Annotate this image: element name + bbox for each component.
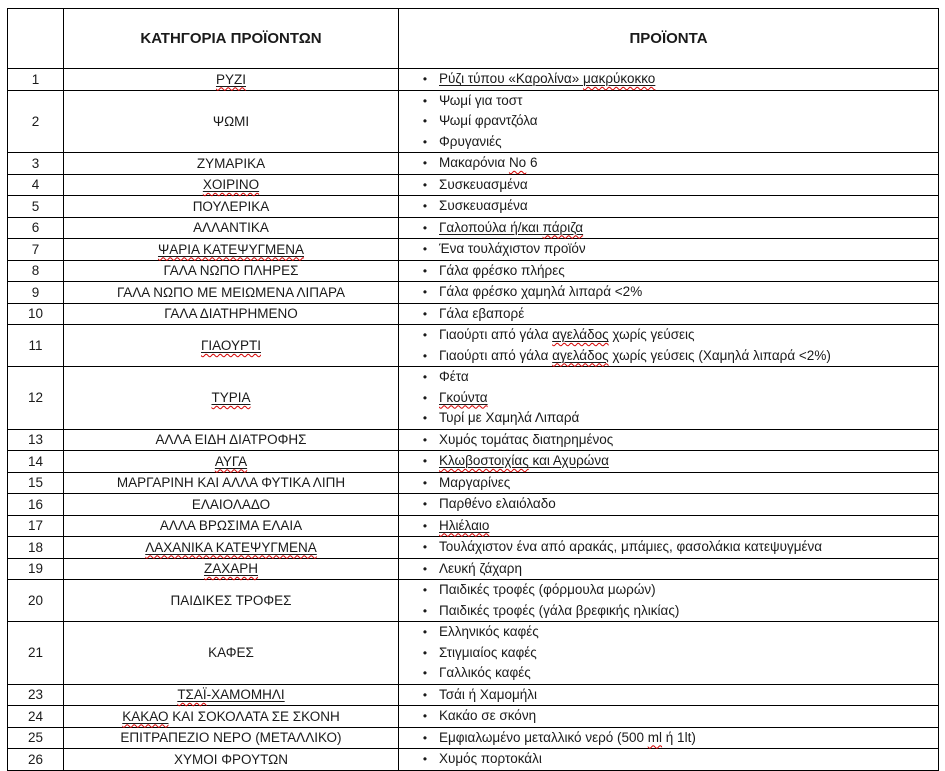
row-number-cell: 25	[8, 727, 64, 749]
product-list-item	[399, 622, 938, 643]
misspelled-word: αγελάδος	[552, 347, 609, 363]
text-segment: Κακάο σε σκόνη	[439, 708, 537, 723]
table-row	[8, 282, 939, 304]
bullet-icon: •	[422, 752, 428, 766]
table-row	[8, 196, 939, 218]
table-row	[8, 472, 939, 494]
text-segment: Γιαούρτι από γάλα	[439, 347, 553, 363]
products-cell	[399, 706, 939, 728]
misspelled-word: ΑΥΓΑ	[214, 453, 248, 469]
misspelled-word: ΨΑΡΙΑ ΚΑΤΕΨΥΓΜΕΝΑ	[157, 241, 305, 257]
product-text	[439, 69, 938, 89]
table-row	[8, 622, 939, 685]
text-segment: Στιγμιαίος καφές	[439, 644, 537, 660]
table-row	[8, 706, 939, 728]
bullet-icon: •	[422, 666, 428, 680]
bullet-icon: •	[422, 263, 428, 278]
category-cell	[64, 622, 399, 685]
bullet-icon: •	[422, 603, 428, 618]
bullet-icon: •	[422, 561, 428, 576]
product-list-item	[399, 537, 938, 558]
category-cell	[64, 325, 399, 367]
misspelled-word: ΤΣΑΪ	[177, 687, 207, 702]
table-row	[8, 429, 939, 451]
table-row	[8, 749, 939, 771]
text-segment	[583, 71, 655, 86]
row-number-cell: 19	[8, 558, 64, 580]
category-cell	[64, 515, 399, 537]
text-segment	[439, 390, 488, 405]
row-number-cell: 16	[8, 494, 64, 516]
category-cell	[64, 472, 399, 494]
row-number-cell: 9	[8, 282, 64, 304]
table-row	[8, 580, 939, 622]
row-number-cell: 26	[8, 749, 64, 771]
products-cell	[399, 69, 939, 91]
header-empty-cell	[8, 9, 64, 69]
products-cell	[399, 727, 939, 749]
product-list-item	[399, 559, 938, 580]
text-segment: Γαλοπούλα ή/και	[439, 219, 543, 235]
text-segment: Παιδικές τροφές (γάλα βρεφικής ηλικίας)	[439, 602, 680, 618]
category-cell	[64, 558, 399, 580]
text-segment: ΓΑΛΑ ΔΙΑΤΗΡΗΜΕΝΟ	[164, 306, 298, 321]
text-segment: ΓΑΛΑ ΝΩΠΟ ΜΕ ΜΕΙΩΜΕΝΑ ΛΙΠΑΡΑ	[117, 284, 345, 300]
misspelled-word: ΖΑΧΑΡΗ	[203, 561, 258, 576]
product-list-item	[399, 430, 938, 451]
product-text	[439, 728, 938, 748]
table-row	[8, 90, 939, 153]
bullet-icon: •	[422, 518, 428, 533]
product-list-item	[399, 580, 938, 601]
bullet-icon: •	[422, 411, 428, 425]
bullet-icon: •	[422, 328, 428, 342]
text-segment: ΑΛΛΑ ΒΡΩΣΙΜΑ ΕΛΑΙΑ	[159, 518, 303, 533]
text-segment: Χυμός πορτοκάλι	[439, 751, 542, 766]
product-text	[439, 580, 938, 600]
bullet-icon: •	[422, 242, 428, 256]
product-text	[439, 91, 938, 111]
bullet-icon: •	[422, 285, 428, 299]
table-body	[8, 69, 939, 771]
bullet-icon: •	[422, 730, 428, 745]
bullet-icon: •	[422, 156, 428, 170]
product-list-item	[399, 388, 938, 409]
category-cell	[64, 684, 399, 706]
text-segment: Γάλα φρέσκο πλήρες	[439, 262, 565, 278]
category-cell	[64, 260, 399, 282]
product-text	[439, 473, 938, 493]
product-list-item	[399, 516, 938, 537]
misspelled-word: Κλωβοστοιχίας	[439, 453, 529, 468]
text-segment: Ελληνικός καφές	[439, 624, 539, 639]
text-segment: Φέτα	[439, 369, 469, 384]
category-cell	[64, 90, 399, 153]
text-segment: Μαργαρίνες	[439, 474, 511, 490]
header-category-cell: ΚΑΤΗΓΟΡΙΑ ΠΡΟΪΟΝΤΩΝ	[64, 9, 399, 69]
bullet-icon: •	[422, 72, 428, 86]
products-cell	[399, 451, 939, 473]
category-cell	[64, 69, 399, 91]
table-row	[8, 217, 939, 239]
product-text	[439, 282, 938, 302]
bullet-icon: •	[422, 475, 428, 490]
text-segment	[543, 220, 583, 235]
bullet-icon: •	[422, 348, 428, 363]
category-cell	[64, 749, 399, 771]
product-list-item	[399, 304, 938, 325]
text-segment	[204, 561, 258, 576]
text-segment: ΚΑΦΕΣ	[208, 645, 254, 660]
product-text	[439, 408, 938, 428]
text-segment	[122, 709, 168, 724]
row-number-cell: 12	[8, 367, 64, 430]
row-number-cell: 10	[8, 303, 64, 325]
text-segment: ΑΛΛΑ ΕΙΔΗ ΔΙΑΤΡΟΦΗΣ	[155, 432, 307, 447]
text-segment	[552, 327, 608, 342]
category-cell	[64, 174, 399, 196]
text-segment: Μακαρόνια	[439, 155, 509, 170]
bullet-icon: •	[422, 306, 428, 321]
products-cell	[399, 537, 939, 559]
product-text	[439, 559, 938, 579]
category-cell	[64, 196, 399, 218]
header-products-cell: ΠΡΟΪΟΝΤΑ	[399, 9, 939, 69]
product-text	[439, 388, 938, 408]
bullet-icon: •	[422, 93, 428, 108]
text-segment: Γάλα φρέσκο χαμηλά λιπαρά <2%	[439, 284, 643, 299]
row-number-cell: 3	[8, 153, 64, 175]
table-row	[8, 494, 939, 516]
product-list-item	[399, 346, 938, 367]
text-segment	[201, 338, 261, 353]
product-text	[439, 451, 938, 471]
text-segment: ΓΑΛΑ ΝΩΠΟ ΠΛΗΡΕΣ	[163, 263, 299, 278]
bullet-icon: •	[422, 220, 428, 235]
text-segment: Ψωμί για τοστ	[439, 92, 523, 108]
product-list-item	[399, 196, 938, 217]
row-number-cell: 5	[8, 196, 64, 218]
bullet-icon: •	[422, 114, 428, 128]
text-segment: Γιαούρτι από γάλα	[439, 327, 553, 342]
product-list-item	[399, 325, 938, 346]
row-number-cell: 11	[8, 325, 64, 367]
text-segment: ή 1lt)	[662, 729, 696, 745]
bullet-icon: •	[422, 454, 428, 468]
category-cell	[64, 451, 399, 473]
product-text	[439, 643, 938, 663]
text-segment: Γάλα εβαπορέ	[439, 305, 525, 321]
bullet-icon: •	[422, 199, 428, 213]
bullet-icon: •	[422, 709, 428, 723]
row-number-cell: 20	[8, 580, 64, 622]
product-list-item	[399, 408, 938, 429]
misspelled-word: μακρύκοκκο	[582, 71, 656, 86]
product-text	[439, 663, 938, 683]
text-segment	[158, 242, 304, 257]
products-cell	[399, 580, 939, 622]
text-segment: Φρυγανιές	[439, 133, 502, 149]
product-text	[439, 622, 938, 642]
category-cell	[64, 727, 399, 749]
category-cell	[64, 217, 399, 239]
text-segment: Τσάι ή Χαμομήλι	[439, 686, 538, 702]
product-list-item	[399, 367, 938, 388]
product-text	[439, 494, 938, 514]
misspelled-word: ΤΥΡΙΑ	[211, 390, 251, 405]
text-segment	[203, 177, 259, 192]
product-list-item	[399, 91, 938, 112]
row-number-cell: 17	[8, 515, 64, 537]
row-number-cell: 4	[8, 174, 64, 196]
text-segment	[439, 453, 529, 468]
product-text	[439, 175, 938, 195]
text-segment: και Αχυρώνα	[528, 453, 609, 468]
product-text	[439, 218, 938, 238]
products-cell	[399, 239, 939, 261]
products-cell	[399, 90, 939, 153]
product-list-item	[399, 473, 938, 494]
table-row	[8, 558, 939, 580]
misspelled-word: πάριζα	[542, 219, 584, 235]
products-cell	[399, 325, 939, 367]
product-list-item	[399, 218, 938, 239]
text-segment: 6	[526, 155, 538, 170]
row-number-cell: 14	[8, 451, 64, 473]
row-number-cell: 15	[8, 472, 64, 494]
product-list-item	[399, 451, 938, 472]
text-segment: ΕΛΑΙΟΛΑΔΟ	[191, 496, 271, 512]
products-table	[7, 8, 939, 771]
text-segment: Παρθένο ελαιόλαδο	[439, 496, 556, 511]
products-cell	[399, 196, 939, 218]
text-segment: Τυρί με Χαμηλά Λιπαρά	[439, 410, 580, 425]
text-segment: Εμφιαλωμένο μεταλλικό νερό (500	[439, 729, 648, 745]
products-cell	[399, 472, 939, 494]
text-segment: ΚΑΙ ΣΟΚΟΛΑΤΑ ΣΕ ΣΚΟΝΗ	[168, 708, 340, 724]
product-list-item	[399, 239, 938, 260]
table-row	[8, 69, 939, 91]
category-cell	[64, 494, 399, 516]
product-list-item	[399, 706, 938, 727]
bullet-icon: •	[422, 645, 428, 660]
bullet-icon: •	[422, 687, 428, 702]
products-cell	[399, 367, 939, 430]
misspelled-word: ΧΟΙΡΙΝΟ	[202, 177, 260, 192]
category-cell	[64, 429, 399, 451]
text-segment: Ψωμί φραντζόλα	[439, 113, 538, 128]
header-row	[8, 9, 939, 69]
product-text	[439, 239, 938, 259]
row-number-cell: 1	[8, 69, 64, 91]
product-list-item	[399, 494, 938, 515]
product-list-item	[399, 175, 938, 196]
product-text	[439, 516, 938, 536]
row-number-cell: 8	[8, 260, 64, 282]
text-segment: χωρίς γεύσεις (Χαμηλά λιπαρά <2%)	[608, 347, 831, 363]
text-segment: ΨΩΜΙ	[212, 113, 250, 129]
table-row	[8, 260, 939, 282]
table-row	[8, 515, 939, 537]
products-cell	[399, 217, 939, 239]
product-text	[439, 346, 938, 366]
misspelled-word: αγελάδος	[552, 327, 609, 342]
text-segment: Ρύζι τύπου «Καρολίνα»	[439, 71, 583, 86]
bullet-icon: •	[422, 583, 428, 597]
text-segment: Συσκευασμένα	[439, 176, 528, 192]
product-list-item	[399, 728, 938, 749]
text-segment: ΕΠΙΤΡΑΠΕΖΙΟ ΝΕΡΟ (ΜΕΤΑΛΛΙΚΟ)	[120, 730, 342, 745]
product-list-item	[399, 153, 938, 174]
product-text	[439, 304, 938, 324]
product-list-item	[399, 685, 938, 706]
text-segment: ΧΥΜΟΙ ΦΡΟΥΤΩΝ	[174, 751, 288, 767]
product-list-item	[399, 663, 938, 684]
product-text	[439, 685, 938, 705]
row-number-cell: 2	[8, 90, 64, 153]
product-list-item	[399, 132, 938, 153]
product-list-item	[399, 261, 938, 282]
text-segment: Λευκή ζάχαρη	[439, 560, 522, 576]
category-cell	[64, 303, 399, 325]
text-segment	[552, 348, 608, 363]
products-cell	[399, 749, 939, 771]
table-row	[8, 367, 939, 430]
text-segment	[211, 390, 250, 405]
products-cell	[399, 515, 939, 537]
product-text	[439, 601, 938, 621]
row-number-cell: 13	[8, 429, 64, 451]
category-cell	[64, 282, 399, 304]
table-row	[8, 537, 939, 559]
product-list-item	[399, 601, 938, 622]
products-cell	[399, 303, 939, 325]
text-segment: ΖΥΜΑΡΙΚΑ	[196, 155, 266, 171]
misspelled-word: Γκούντα	[439, 389, 488, 405]
product-list-item	[399, 643, 938, 664]
products-cell	[399, 494, 939, 516]
row-number-cell: 7	[8, 239, 64, 261]
misspelled-word: ΓΙΑΟΥΡΤΙ	[201, 337, 261, 353]
misspelled-word: ΚΑΚΑΟ	[122, 708, 169, 724]
products-cell	[399, 260, 939, 282]
bullet-icon: •	[422, 177, 428, 192]
product-text	[439, 196, 938, 216]
table-row	[8, 303, 939, 325]
text-segment	[145, 540, 317, 555]
table-row	[8, 239, 939, 261]
table-row	[8, 727, 939, 749]
product-text	[439, 749, 938, 769]
bullet-icon: •	[422, 497, 428, 511]
products-cell	[399, 429, 939, 451]
text-segment	[216, 72, 246, 87]
table-row	[8, 684, 939, 706]
bullet-icon: •	[422, 134, 428, 149]
misspelled-word: ΛΑΧΑΝΙΚΑ ΚΑΤΕΨΥΓΜΕΝΑ	[145, 539, 317, 555]
text-segment: Παιδικές τροφές (φόρμουλα μωρών)	[439, 582, 656, 597]
product-text	[439, 153, 938, 173]
product-text	[439, 111, 938, 131]
products-cell	[399, 684, 939, 706]
category-cell	[64, 537, 399, 559]
text-segment: Τουλάχιστον ένα από αρακάς, μπάμιες, φασολάκια κατεψυγμένα	[439, 539, 823, 554]
products-cell	[399, 558, 939, 580]
row-number-cell: 18	[8, 537, 64, 559]
text-segment: ΠΑΙΔΙΚΕΣ ΤΡΟΦΕΣ	[170, 592, 292, 608]
text-segment: ΜΑΡΓΑΡΙΝΗ ΚΑΙ ΑΛΛΑ ΦΥΤΙΚΑ ΛΙΠΗ	[116, 475, 346, 490]
bullet-icon: •	[422, 432, 428, 447]
products-cell	[399, 174, 939, 196]
bullet-icon: •	[422, 370, 428, 384]
products-cell	[399, 622, 939, 685]
row-number-cell: 24	[8, 706, 64, 728]
product-list-item	[399, 69, 938, 90]
row-number-cell: 23	[8, 684, 64, 706]
product-list-item	[399, 282, 938, 303]
product-text	[439, 706, 938, 726]
text-segment: ΠΟΥΛΕΡΙΚΑ	[192, 198, 270, 214]
bullet-icon: •	[422, 540, 428, 554]
table-row	[8, 451, 939, 473]
misspelled-word: Ηλιέλαιο	[439, 517, 490, 533]
product-text	[439, 261, 938, 281]
row-number-cell: 6	[8, 217, 64, 239]
category-cell	[64, 153, 399, 175]
text-segment: Χυμός τομάτας διατηρημένος	[439, 431, 614, 447]
product-text	[439, 430, 938, 450]
text-segment	[177, 687, 206, 702]
text-segment: -ΧΑΜΟΜΗΛΙ	[206, 687, 285, 702]
product-text	[439, 537, 938, 557]
text-segment	[215, 454, 247, 469]
table-row	[8, 174, 939, 196]
text-segment: ΑΛΛΑΝΤΙΚΑ	[193, 220, 269, 235]
text-segment: χωρίς γεύσεις	[608, 327, 695, 342]
misspelled-word: ΡΥΖΙ	[215, 71, 246, 87]
category-cell	[64, 367, 399, 430]
table-row	[8, 325, 939, 367]
product-list-item	[399, 749, 938, 770]
category-cell	[64, 580, 399, 622]
text-segment: Ένα τουλάχιστον προϊόν	[439, 241, 586, 256]
bullet-icon: •	[422, 625, 428, 639]
category-cell	[64, 706, 399, 728]
product-text	[439, 325, 938, 345]
text-segment: Συσκευασμένα	[439, 198, 528, 213]
category-cell	[64, 239, 399, 261]
misspelled-word: Νο	[508, 155, 527, 170]
product-list-item	[399, 111, 938, 132]
text-segment: Γαλλικός καφές	[439, 665, 531, 680]
misspelled-word: ml	[647, 729, 663, 745]
product-text	[439, 367, 938, 387]
row-number-cell: 21	[8, 622, 64, 685]
bullet-icon: •	[422, 390, 428, 405]
products-cell	[399, 282, 939, 304]
products-cell	[399, 153, 939, 175]
text-segment	[439, 518, 489, 533]
table-row	[8, 153, 939, 175]
product-text	[439, 132, 938, 152]
